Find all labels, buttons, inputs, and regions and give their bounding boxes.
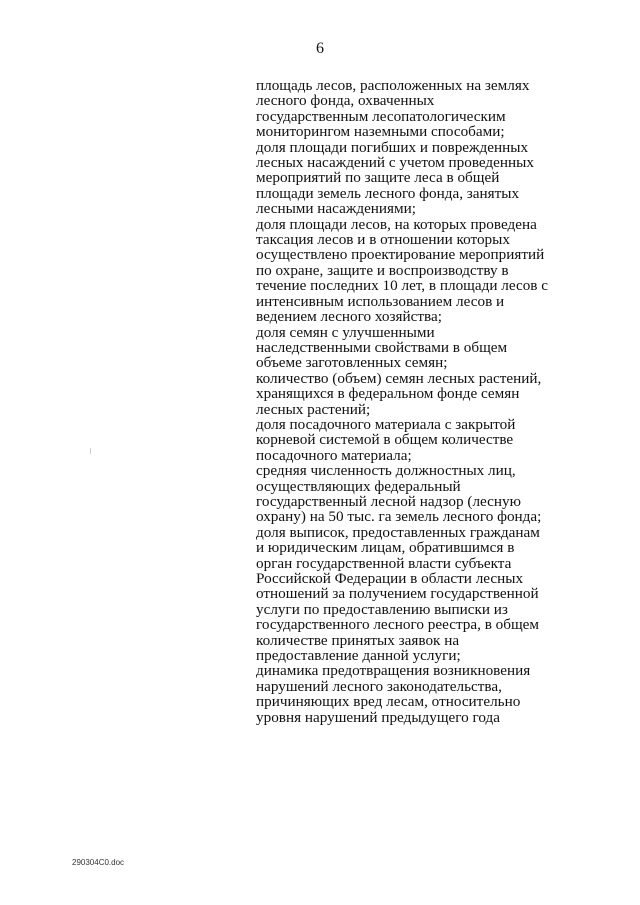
text-line: и юридическим лицам, обратившимся в bbox=[256, 539, 515, 557]
text-line: уровня нарушений предыдущего года bbox=[256, 708, 500, 726]
text-line: отношений за получением государственной bbox=[256, 585, 539, 603]
text-line: осуществлено проектирование мероприятий bbox=[256, 246, 545, 264]
text-line: лесных растений; bbox=[256, 400, 371, 418]
text-line: мониторингом наземными способами; bbox=[256, 123, 505, 141]
text-line: орган государственной власти субъекта bbox=[256, 554, 512, 572]
text-line: государственным лесопатологическим bbox=[256, 107, 506, 125]
margin-mark bbox=[90, 448, 91, 454]
text-line: ведением лесного хозяйства; bbox=[256, 308, 442, 326]
text-line: государственного лесного реестра, в общем bbox=[256, 616, 540, 634]
text-line: хранящихся в федеральном фонде семян bbox=[256, 385, 520, 403]
text-line: мероприятий по защите леса в общей bbox=[256, 169, 500, 187]
text-line: причиняющих вред лесам, относительно bbox=[256, 693, 521, 711]
text-line: количество (объем) семян лесных растений, bbox=[256, 369, 542, 387]
text-line: количестве принятых заявок на bbox=[256, 631, 460, 649]
text-line: доля посадочного материала с закрытой bbox=[256, 415, 516, 433]
text-line: Российской Федерации в области лесных bbox=[256, 570, 524, 587]
text-line: течение последних 10 лет, в площади лесов с bbox=[256, 277, 548, 295]
text-line: площади земель лесного фонда, занятых bbox=[256, 184, 520, 202]
text-line: лесными насаждениями; bbox=[256, 200, 417, 218]
text-line: динамика предотвращения возникновения bbox=[256, 662, 531, 680]
page-number: 6 bbox=[316, 40, 324, 57]
text-line: наследственными свойствами в общем bbox=[256, 338, 508, 356]
footer-file-code: 290304C0.doc bbox=[72, 858, 125, 867]
text-line: площадь лесов, расположенных на землях bbox=[256, 77, 530, 94]
text-line: по охране, защите и воспроизводству в bbox=[256, 261, 509, 279]
text-line: объеме заготовленных семян; bbox=[256, 354, 448, 372]
text-line: нарушений лесного законодательства, bbox=[256, 677, 502, 695]
text-line: таксация лесов и в отношении которых bbox=[256, 231, 510, 249]
body-text bbox=[256, 78, 556, 725]
text-line: государственный лесной надзор (лесную bbox=[256, 492, 521, 510]
text-line: доля площади погибших и поврежденных bbox=[256, 138, 529, 156]
text-line: посадочного материала; bbox=[256, 446, 412, 464]
text-line: лесного фонда, охваченных bbox=[256, 92, 435, 110]
text-line: доля семян с улучшенными bbox=[256, 323, 435, 341]
text-line: доля площади лесов, на которых проведена bbox=[256, 215, 537, 233]
text-line: лесных насаждений с учетом проведенных bbox=[256, 154, 534, 172]
text-line: охрану) на 50 тыс. га земель лесного фонда; bbox=[256, 508, 542, 526]
text-line: интенсивным использованием лесов и bbox=[256, 292, 505, 310]
text-line: осуществляющих федеральный bbox=[256, 477, 461, 495]
text-line: средняя численность должностных лиц, bbox=[256, 462, 516, 480]
text-line: услуги по предоставлению выписки из bbox=[256, 600, 508, 618]
text-line: доля выписок, предоставленных гражданам bbox=[256, 523, 540, 541]
text-line: предоставление данной услуги; bbox=[256, 647, 461, 665]
text-line: корневой системой в общем количестве bbox=[256, 431, 514, 449]
